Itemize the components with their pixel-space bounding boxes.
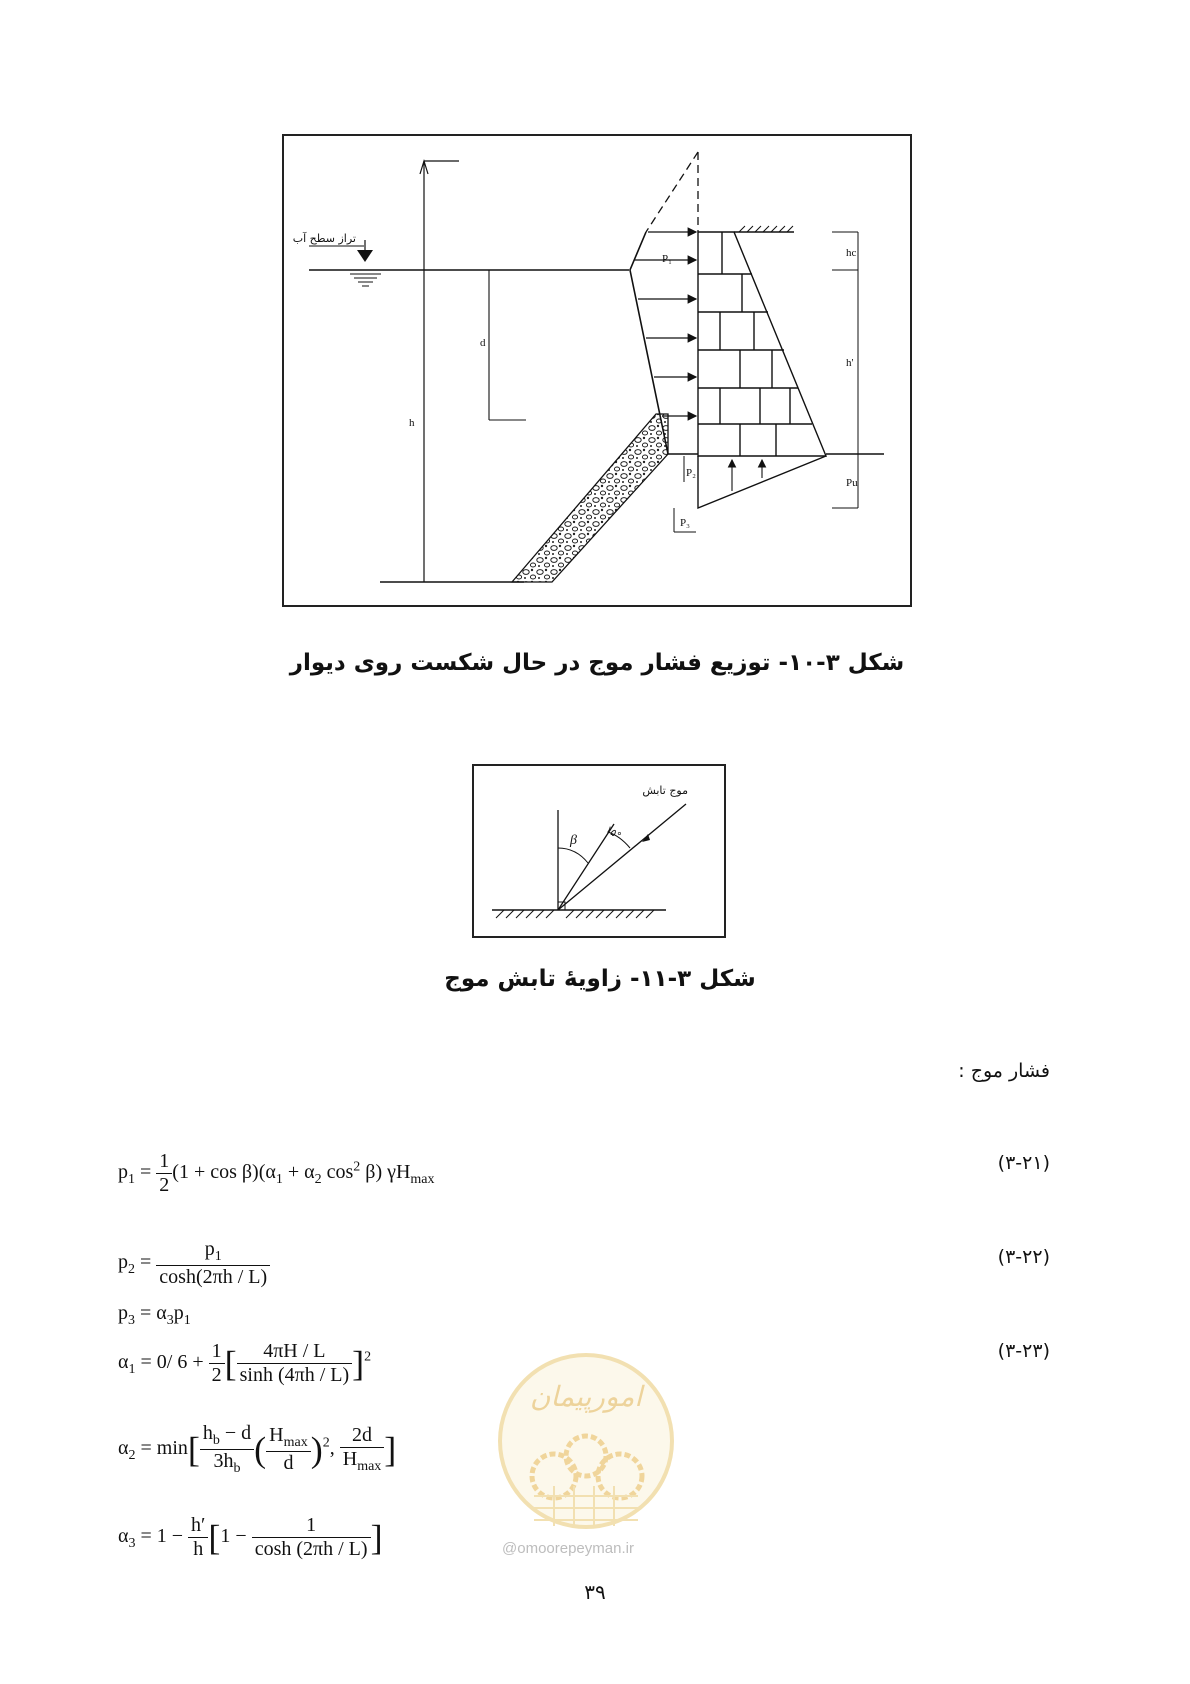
d-label: d (480, 337, 486, 349)
equation-22-number: (۳-۲۲) (997, 1246, 1050, 1268)
figure-1-caption: شکل ۳-۱۰- توزیع فشار موج در حال شکست روی دیوار (289, 650, 905, 676)
angle-15-label: ۱۵° (603, 824, 623, 843)
p2-label: P₂ (686, 467, 696, 479)
incident-wave-label: موج تابش (642, 784, 688, 797)
beta-label: β (570, 833, 577, 848)
rubble-mound (512, 414, 668, 582)
watermark-logo-text: امورپیمان (529, 1380, 643, 1413)
equation-22: $p_2$ = $\frac{p_1}{\cosh(2\pi h / L)}$ (118, 1238, 270, 1289)
figure-wave-incidence-angle (472, 764, 726, 938)
p1-label: P₁ (662, 253, 672, 265)
equation-23-number: (۳-۲۳) (997, 1340, 1050, 1362)
water-level-label: تراز سطح آب (292, 232, 356, 245)
h-label: h (409, 417, 415, 429)
equation-alpha1: $\alpha_1 = 0/$ 6 + $\frac{1}{2}$ [ $\frac{4\pi H / L}{\sinh (4\pi h / L)}$ ]$^2$ (118, 1340, 372, 1386)
equation-21-number: (۳-۲۱) (997, 1152, 1050, 1174)
page-number: ۳۹ (584, 1580, 606, 1604)
equation-p3: $p_3 = \alpha_3p_1$ (118, 1302, 191, 1328)
figure-1-drawing (284, 136, 910, 605)
h-prime-label: h' (846, 357, 854, 369)
equation-alpha2: $\alpha_2 = \min$[ $\frac{h_b - d}{3h_b}$ ( $\frac{H_{max}}{d}$ )$^2$, $\frac{2d}{H_{max}}$ ] (118, 1422, 397, 1476)
alpha1-constant: 0/ 6 (156, 1351, 188, 1374)
caisson-wall (698, 232, 826, 456)
figure-wave-pressure-distribution (282, 134, 912, 607)
watermark-logo (494, 1346, 678, 1536)
equation-alpha3: $\alpha_3 = 1$ − $\frac{h'}{h}$ [1 − $\frac{1}{\cosh (2\pi h / L)}$ ] (118, 1514, 383, 1560)
figure-2-drawing (474, 766, 724, 936)
p3-label: P₃ (680, 517, 690, 529)
watermark-site: @omoorepeyman.ir (502, 1540, 634, 1557)
figure-2-caption: شکل ۳-۱۱- زاویهٔ تابش موج (444, 966, 756, 992)
section-label: فشار موج : (958, 1060, 1050, 1082)
water-level-symbol (357, 250, 373, 262)
pu-label: Pu (846, 477, 858, 489)
equation-21: $p_1$ = $\frac{1}{2}$ $(1 + \cos \beta)(\alpha_1 + \alpha_2$ $\cos^2 \beta$) $\gamma H_{max}$ (118, 1150, 435, 1196)
hc-label: hc (846, 247, 857, 259)
